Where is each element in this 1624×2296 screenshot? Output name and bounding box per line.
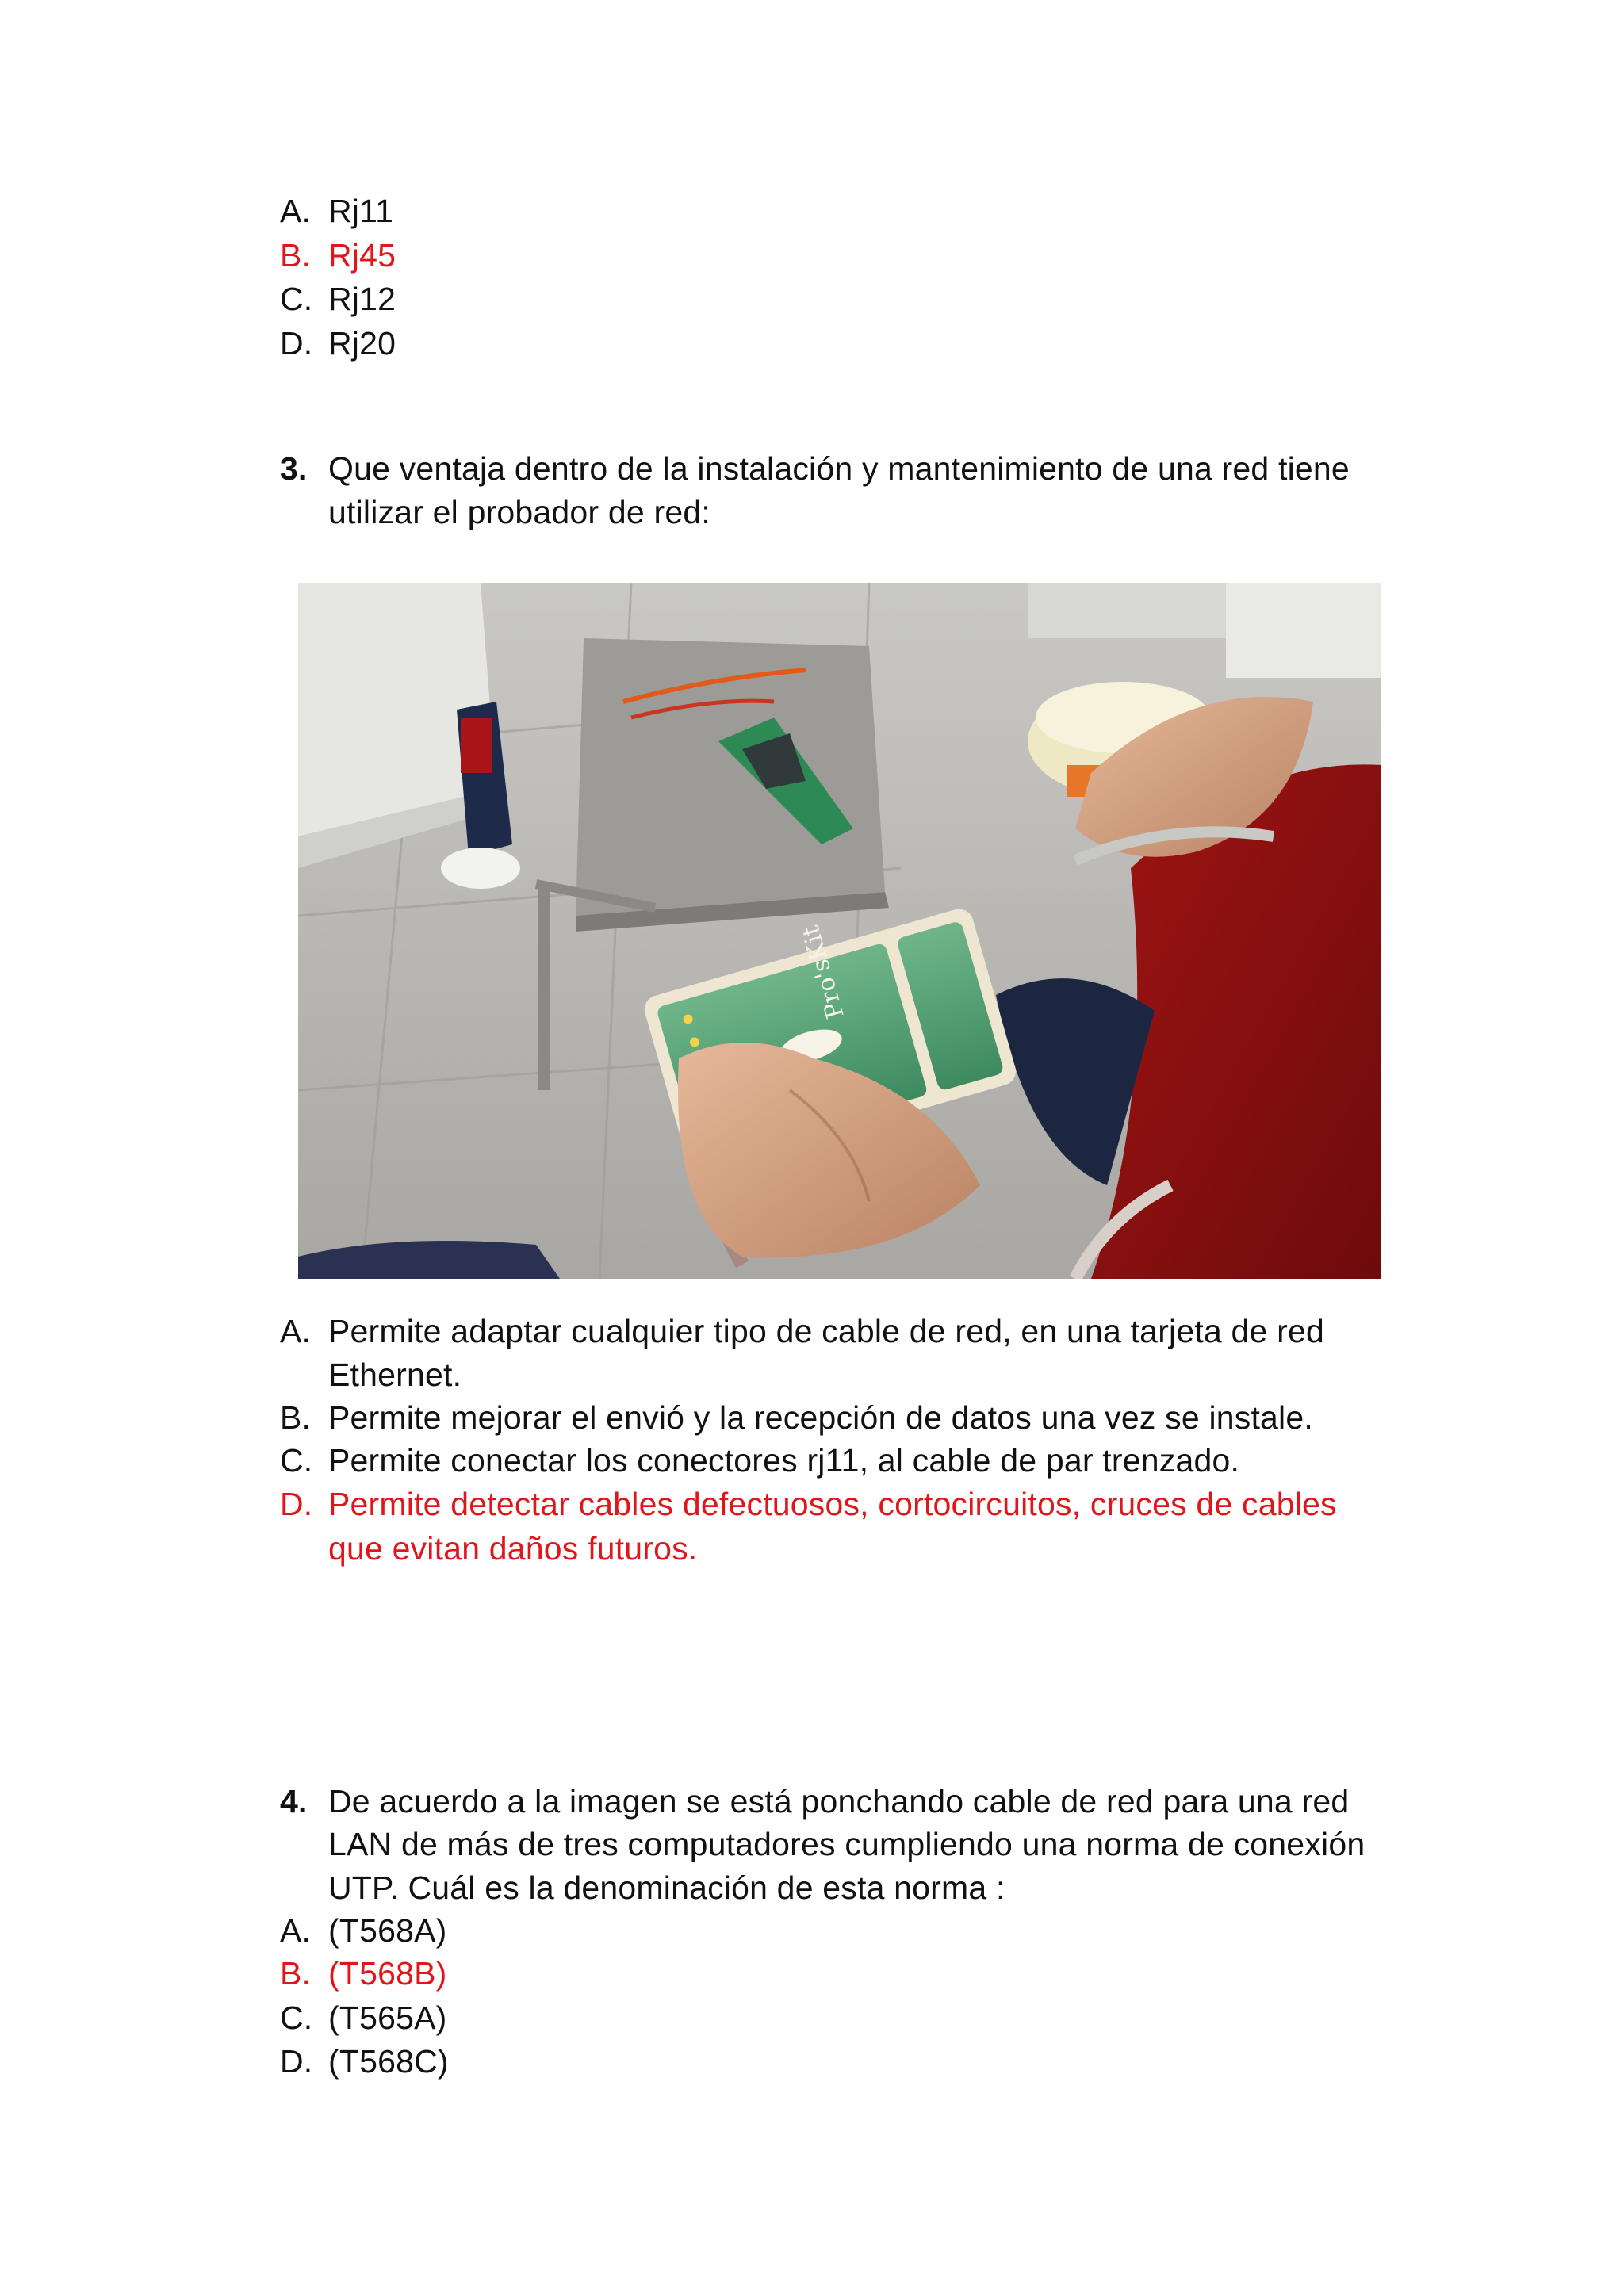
option-letter: A. — [280, 1313, 312, 1349]
option-text: (T568B) — [328, 1955, 447, 1992]
option-letter: D. — [280, 325, 313, 362]
option-letter: C. — [280, 1999, 313, 2036]
question-text: Que ventaja dentro de la instalación y mantenimiento de una red tiene — [328, 450, 1350, 487]
option-text: Rj11 — [328, 193, 394, 229]
option-text: (T568A) — [328, 1912, 447, 1949]
option-letter: B. — [280, 237, 312, 274]
option-text: Rj45 — [328, 237, 396, 274]
option-text: (T568C) — [328, 2043, 449, 2080]
option-letter: B. — [280, 1399, 312, 1436]
option-letter: A. — [280, 1912, 312, 1949]
option-text: Permite conectar los conectores rj11, al cable de par trenzado. — [328, 1442, 1240, 1479]
option-text: Rj20 — [328, 325, 396, 362]
tester-brand-label: Pro'sKit — [796, 922, 850, 1022]
question-text: De acuerdo a la imagen se está ponchando cable de red para una red — [328, 1783, 1350, 1820]
question-text: utilizar el probador de red: — [328, 494, 710, 530]
question-text: UTP. Cuál es la denominación de esta norma : — [328, 1869, 1005, 1906]
option-letter: D. — [280, 2043, 313, 2080]
question-number: 4. — [280, 1783, 308, 1820]
option-text: (T565A) — [328, 1999, 447, 2036]
option-text: Permite detectar cables defectuosos, cortocircuitos, cruces de cables — [328, 1486, 1337, 1522]
option-letter: C. — [280, 1442, 313, 1479]
option-letter: B. — [280, 1955, 312, 1992]
question-number: 3. — [280, 450, 308, 487]
option-text: Permite adaptar cualquier tipo de cable de red, en una tarjeta de red — [328, 1313, 1324, 1349]
option-letter: D. — [280, 1486, 313, 1522]
option-letter: A. — [280, 193, 312, 229]
option-text: Rj12 — [328, 281, 396, 317]
option-text: que evitan daños futuros. — [328, 1530, 698, 1567]
network-tester-photo — [298, 583, 1381, 1279]
option-text: Permite mejorar el envió y la recepción de datos una vez se instale. — [328, 1399, 1313, 1436]
option-letter: C. — [280, 281, 313, 317]
option-text: Ethernet. — [328, 1357, 462, 1393]
question-text: LAN de más de tres computadores cumpliendo una norma de conexión — [328, 1826, 1365, 1862]
